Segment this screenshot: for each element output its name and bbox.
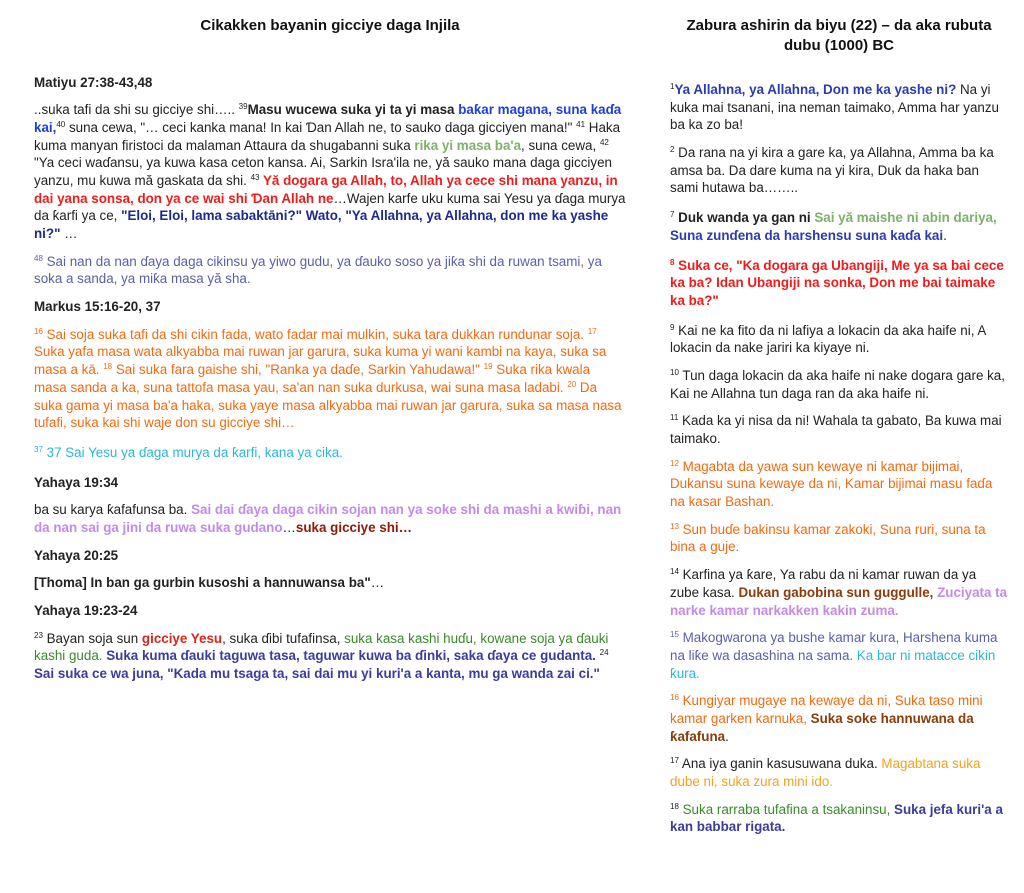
psalm-column — [670, 0, 1008, 836]
psalm-verse-10: $^{10}$ Tun daga lokacin da aka haife ni nake dogara gare ka, Kai ne Allahna tun daga ran da aka haife ni. — [670, 367, 1005, 401]
psalm-verse-7: $^7$ Duk wanda ya gan ni Sai yă maishe ni abin dariya, Suna zunɗena da harshensu suna kaɗa kai. — [670, 210, 997, 243]
yahaya-20-25-passage: [Thoma] In ban ga gurbin kusoshi a hannuwansa ba"… — [34, 575, 385, 591]
yahaya-20-25-reference: Yahaya 20:25 — [34, 547, 119, 563]
matiyu-passage-48: $^{48}$ Sai nan da nan ɗaya daga cikinsu ya yiwo gudu, ya ɗauko soso ya jiƙa shi da ruwan tsami, ya soka a sanda, ya miƙa masa yă sha. — [34, 253, 602, 287]
yahaya-19-23-reference: Yahaya 19:23-24 — [34, 603, 138, 618]
psalm-verse-18: $^{18}$ Suka rarraba tufafina a tsakaninsu, Suka jefa kuri'a a kan babbar rigata. — [670, 801, 1003, 835]
psalm-verse-17: $^{17}$ Ana iya ganin kasusuwana duka. Magabtana suka dube ni, suka zura mini ido. — [670, 756, 981, 789]
psalm-verse-9: $^9$ Kai ne ka fito da ni lafiya a lokacin da aka haife ni, A lokacin da nake jariri ka kiyaye ni. — [670, 322, 986, 356]
psalm-verse-13: $^{13}$ Sun buɗe bakinsu kamar zakoki, Suna ruri, suna ta bina a guje. — [670, 521, 986, 555]
psalm-verse-14: $^{14}$ Karfina ya ƙare, Ya rabu da ni kamar ruwan da ya zube kasa. Dukan gabobina sun guggulle, Zuciyata ta narke kamar narkakken kakin zuma. — [670, 567, 1008, 618]
psalm-verse-11: $^{11}$ Kada ka yi nisa da ni! Wahala ta gabato, Ba kuwa mai taimako. — [670, 413, 1002, 446]
gospel-column — [34, 0, 626, 683]
psalm-verse-8: $^8$ Suka ce, "Ka dogara ga Ubangiji, Me ya sa bai cece ka ba? Idan Ubangiji na sonka, Don me bai taimake ka ba?" — [670, 257, 1004, 308]
yahaya-19-34-passage: ba su karya ƙafafunsa ba. Sai dai ɗaya daga cikin sojan nan ya soke shi da mashi a kwiɓi, nan da nan sai ga jini da ruwa suka gudano…suka gicciye shi… — [34, 502, 622, 535]
markus-reference: Markus 15:16-20, 37 — [34, 299, 161, 315]
psalm-verse-2: $^2$ Da rana na yi kira a gare ka, ya Allahna, Amma ba ka amsa ba. Da dare kuma na yi kira, Duk da haka ban sami hutawa ba…….. — [670, 145, 994, 196]
yahaya-19-23-passage: $^{23}$ Bayan soja sun gicciye Yesu, suka ɗibi tufafinsa, suka kasa kashi huɗu, kowane soja ya ɗauki kashi guda. Suka kuma ɗauki taguwa tasa, taguwar kuwa ba ɗinki, saka ɗaya ce gudanta. $^{24}$ Sai suka ce wa juna, "Kada mu tsaga ta, sai dai mu yi kuri'a a kanta, mu ga wanda zai ci." — [34, 630, 609, 682]
matiyu-reference: Matiyu 27:38-43,48 — [34, 74, 153, 90]
psalm-title: Zabura ashirin da biyu (22) – da aka rubuta dubu (1000) BC — [686, 17, 992, 54]
psalm-verse-16: $^{16}$ Kungiyar mugaye na kewaye da ni, Suka taso mini kamar garken karnuka, Suka soke hannuwana da ƙafafuna. — [670, 693, 983, 744]
psalm-verse-15: $^{15}$ Makogwarona ya bushe kamar kura, Harshena kuma na liƙe wa dasashina na sama. Ka bar ni matacce cikin ƙura. — [670, 630, 998, 681]
markus-passage-37: $^{37}$ 37 Sai Yesu ya ɗaga murya da ƙarfi, kana ya cika. — [34, 444, 343, 460]
psalm-verse-1: $^1$Ya Allahna, ya Allahna, Don me ka yashe ni? Na yi kuka mai tsanani, ina neman taimako, Amma har yanzu ba ka zo ba! — [670, 82, 999, 133]
matiyu-passage: ..suka tafi da shi su gicciye shi….. $^{39}$Masu wucewa suka yi ta yi masa baƙar magana, suna kaɗa kai,$^{40}$ suna cewa, "… ceci kanka mana! In kai Ɗan Allah ne, to sauko daga gicciyen mana!" $^{41}$ Haka kuma manyan firistoci da malaman Attaura da shugabanni suka rika yi masa ba'a, suna cewa, $^{42}$ "Ya ceci waɗansu, ya kuwa kasa ceton kansa. Ai, Sarkin Isra'ila ne, yă sauko mana daga gicciyen yanzu, mu kuwa mă gaskata da shi. $^{43}$ Yă dogara ga Allah, to, Allah ya cece shi mana yanzu, in dai yana sonsa, don ya ce wai shi Ɗan Allah ne…Wajen karfe uku kuma sai Yesu ya ɗaga murya da ƙarfi ya ce, "Eloi, Eloi, lama sabaktāni?" Wato, "Ya Allahna, ya Allahna, don me ka yashe ni?" … — [34, 102, 626, 241]
gospel-title: Cikakken bayanin gicciye daga Injila — [200, 17, 460, 34]
psalm-verse-12: $^{12}$ Magabta da yawa sun kewaye ni kamar bijimai, Dukansu suna kewaye da ni, Kamar bijimai masu faɗa na kasar Bashan. — [670, 458, 993, 510]
yahaya-19-34-reference: Yahaya 19:34 — [34, 474, 119, 490]
markus-passage: $^{16}$ Sai soja suka tafi da shi cikin fada, wato fadar mai mulkin, suka tara dukkan rundunar soja. $^{17}$ Suka yafa masa wata alkyabba mai ruwan jar garura, suka kuma yi wani kambi na kaya, suka sa masa a kā. $^{18}$ Sai suka fara gaishe shi, "Ranka ya daɗe, Sarkin Yahudawa!" $^{19}$ Suka rika kwala masa sanda a ka, suna tattofa masa yau, sa'an nan suka durkusa, wai suna masa ladabi. $^{20}$ Da suka gama yi masa ba'a haka, suka yaye masa alkyabba mai ruwan jar garura, suka sa masa nasa tufafi, suka kai shi waje don su gicciye shi… — [34, 326, 622, 431]
